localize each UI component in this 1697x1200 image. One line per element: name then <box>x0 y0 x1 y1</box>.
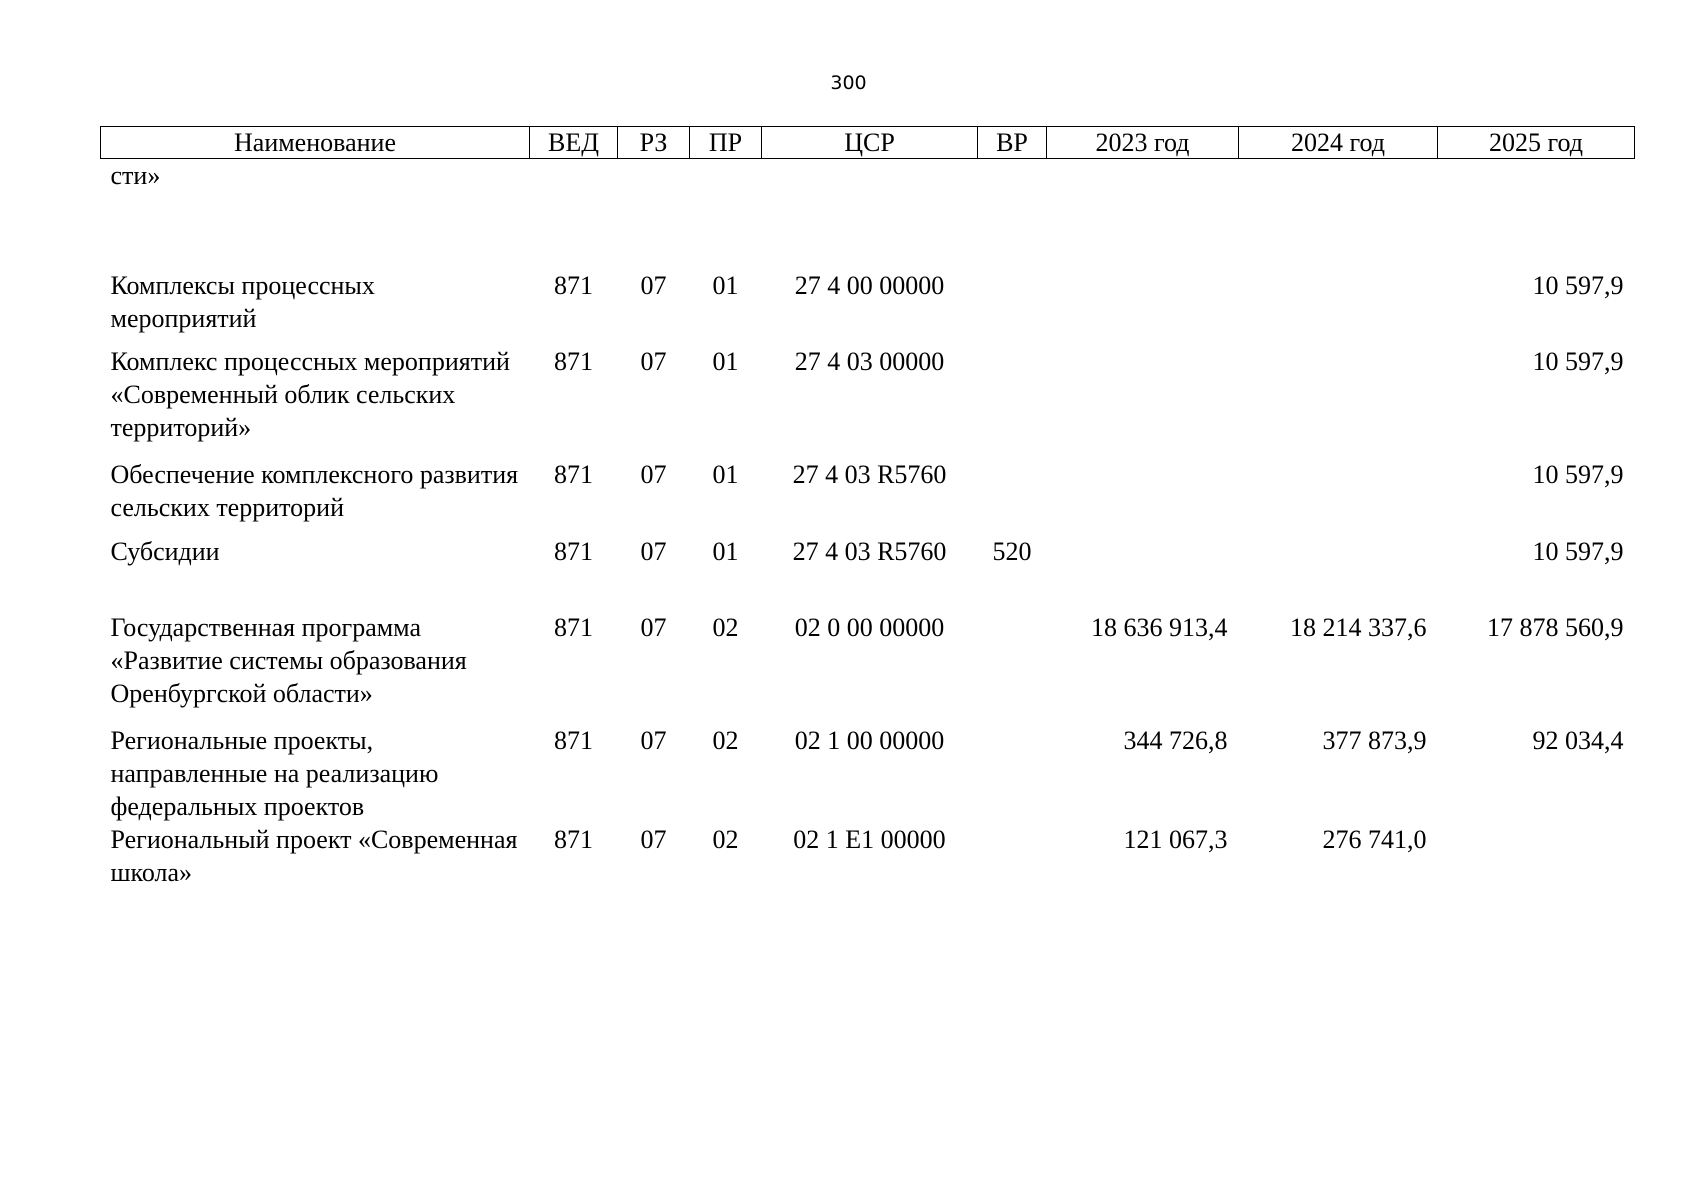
header-vr: ВР <box>978 127 1047 159</box>
row-ved: 871 <box>554 460 593 489</box>
row-2023 <box>1047 269 1239 345</box>
row-name: Комплекс процессных мероприятий «Современный облик сельских территорий» <box>110 347 510 442</box>
row-name: Обеспечение комплексного развития сельских территорий <box>110 460 519 522</box>
row-rz: 07 <box>640 271 667 300</box>
row-rz: 07 <box>640 347 667 376</box>
table-row-continuation <box>101 159 1635 270</box>
row-csr: 27 4 00 00000 <box>794 271 945 300</box>
row-2024 <box>1239 269 1438 345</box>
header-pr: ПР <box>690 127 762 159</box>
header-rz: РЗ <box>618 127 690 159</box>
row-ved: 871 <box>554 537 593 566</box>
header-2023: 2023 год <box>1047 127 1239 159</box>
row-2025: 92 034,4 <box>1532 726 1624 755</box>
row-2024: 276 741,0 <box>1322 825 1427 854</box>
row-ved: 871 <box>554 726 593 755</box>
row-csr: 27 4 03 R5760 <box>792 537 947 566</box>
row-2024 <box>1239 345 1438 458</box>
row-csr: 02 1 00 00000 <box>794 726 945 755</box>
row-2023: 344 726,8 <box>1123 726 1228 755</box>
row-pr: 02 <box>712 613 739 642</box>
row-name: Комплексы процессных мероприятий <box>110 271 375 333</box>
row-2024 <box>1239 458 1438 535</box>
header-csr: ЦСР <box>762 127 978 159</box>
row-name: Региональный проект «Современная школа» <box>110 825 518 887</box>
row-2024: 377 873,9 <box>1322 726 1427 755</box>
row-ved: 871 <box>554 613 593 642</box>
row-pr: 02 <box>712 825 739 854</box>
table-row <box>101 535 1635 611</box>
table-row <box>101 269 1635 345</box>
row-vr <box>978 345 1047 458</box>
row-csr: 02 0 00 00000 <box>794 613 945 642</box>
row-vr <box>978 269 1047 345</box>
table-row <box>101 823 1635 893</box>
row-2023: 121 067,3 <box>1123 825 1228 854</box>
row-2023: 18 636 913,4 <box>1091 613 1228 642</box>
row-rz: 07 <box>640 613 667 642</box>
row-csr: 27 4 03 R5760 <box>792 460 947 489</box>
row-name: Субсидии <box>110 537 220 566</box>
row-rz: 07 <box>640 537 667 566</box>
row-vr <box>978 724 1047 823</box>
header-2025: 2025 год <box>1438 127 1635 159</box>
row-2024 <box>1239 535 1438 611</box>
row-name: Государственная программа «Развитие системы образования Оренбургской области» <box>110 613 467 708</box>
row-2025: 17 878 560,9 <box>1487 613 1624 642</box>
table-row <box>101 611 1635 724</box>
header-name: Наименование <box>101 127 530 159</box>
row-2023 <box>1047 535 1239 611</box>
row-pr: 01 <box>712 537 739 566</box>
row-name: Региональные проекты, направленные на реализацию федеральных проектов <box>110 726 439 821</box>
row-pr: 02 <box>712 726 739 755</box>
row-vr <box>978 823 1047 893</box>
row-pr: 01 <box>712 271 739 300</box>
page-number: 300 <box>830 72 867 94</box>
row-ved: 871 <box>554 347 593 376</box>
row-rz: 07 <box>640 460 667 489</box>
row-2025 <box>1438 823 1635 893</box>
row-vr <box>978 458 1047 535</box>
row-pr: 01 <box>712 460 739 489</box>
row-2025: 10 597,9 <box>1532 537 1624 566</box>
row-rz: 07 <box>640 726 667 755</box>
row-rz: 07 <box>640 825 667 854</box>
row-vr: 520 <box>992 537 1032 566</box>
table-row <box>101 458 1635 535</box>
row-2023 <box>1047 458 1239 535</box>
row-2025: 10 597,9 <box>1532 271 1624 300</box>
budget-table <box>100 126 1635 893</box>
row-csr: 27 4 03 00000 <box>794 347 945 376</box>
row-csr: 02 1 E1 00000 <box>793 825 946 854</box>
row-2024: 18 214 337,6 <box>1290 613 1427 642</box>
header-2024: 2024 год <box>1239 127 1438 159</box>
table-row <box>101 345 1635 458</box>
row-pr: 01 <box>712 347 739 376</box>
table-header-row <box>101 127 1635 159</box>
row-ved: 871 <box>554 271 593 300</box>
row-2023 <box>1047 345 1239 458</box>
header-ved: ВЕД <box>530 127 618 159</box>
row-vr <box>978 611 1047 724</box>
row-2025: 10 597,9 <box>1532 347 1624 376</box>
row-2025: 10 597,9 <box>1532 460 1624 489</box>
row-ved: 871 <box>554 825 593 854</box>
continuation-text: сти» <box>110 161 161 190</box>
table-row <box>101 724 1635 823</box>
